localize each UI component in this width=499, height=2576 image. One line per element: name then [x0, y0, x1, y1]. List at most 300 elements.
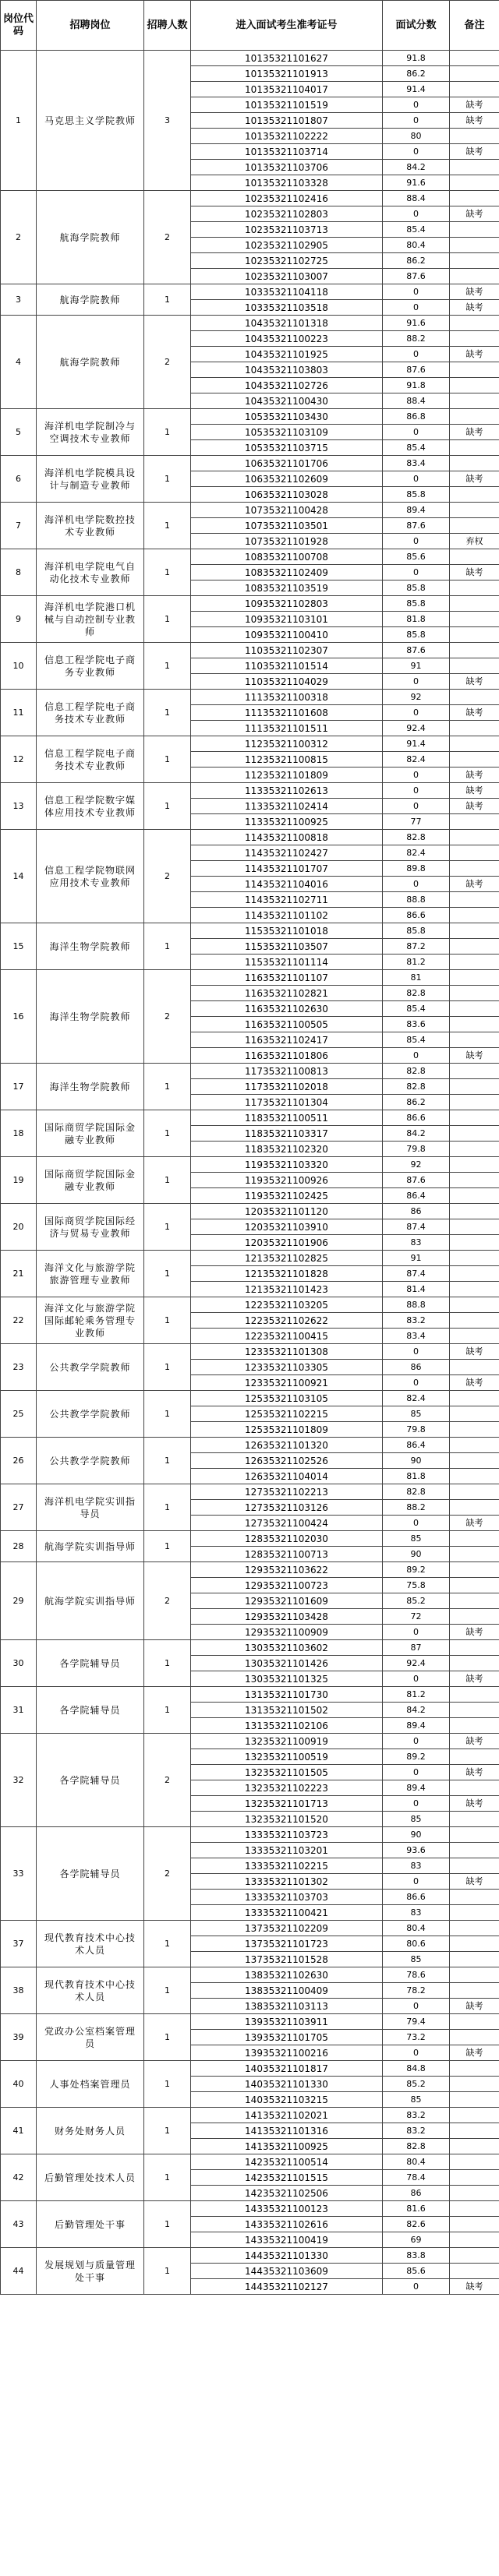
position-code: 39: [1, 2014, 37, 2061]
exam-number: 10135321103706: [191, 160, 383, 175]
exam-number: 10235321102905: [191, 238, 383, 253]
position-code: 6: [1, 456, 37, 503]
exam-number: 10135321101519: [191, 97, 383, 113]
remark: [450, 1406, 499, 1422]
remark: [450, 549, 499, 565]
interview-score: 73.2: [383, 2030, 450, 2045]
interview-score: 82.8: [383, 1484, 450, 1500]
table-row: [1, 456, 499, 471]
position-code: 30: [1, 1640, 37, 1687]
exam-number: 12035321101906: [191, 1235, 383, 1251]
interview-score: 85.6: [383, 549, 450, 565]
exam-number: 11635321102630: [191, 1001, 383, 1017]
interview-score: 0: [383, 705, 450, 721]
exam-number: 11335321100925: [191, 814, 383, 830]
interview-score: 0: [383, 534, 450, 549]
interview-score: 84.2: [383, 160, 450, 175]
interview-score: 0: [383, 1765, 450, 1780]
exam-number: 10435321100223: [191, 331, 383, 347]
remark: [450, 596, 499, 612]
exam-number: 11835321102320: [191, 1142, 383, 1157]
remark: 缺考: [450, 206, 499, 222]
interview-score: 80.4: [383, 2154, 450, 2170]
interview-score: 88.2: [383, 1500, 450, 1516]
remark: [450, 82, 499, 97]
remark: [450, 1453, 499, 1469]
position-name: 现代教育技术中心技术人员: [37, 1967, 144, 2014]
remark: [450, 923, 499, 939]
hiring-count: 1: [144, 1297, 191, 1344]
hiring-count: 2: [144, 1562, 191, 1640]
exam-number: 13135321102106: [191, 1718, 383, 1734]
hiring-count: 3: [144, 51, 191, 191]
interview-score: 85.4: [383, 222, 450, 238]
hiring-count: 1: [144, 596, 191, 643]
remark: [450, 1235, 499, 1251]
remark: [450, 1126, 499, 1142]
remark: 缺考: [450, 113, 499, 129]
exam-number: 11835321103317: [191, 1126, 383, 1142]
remark: [450, 66, 499, 82]
exam-number: 14135321101316: [191, 2123, 383, 2139]
interview-score: 89.4: [383, 503, 450, 518]
remark: 缺考: [450, 300, 499, 316]
exam-number: 13735321101528: [191, 1952, 383, 1967]
hiring-count: 2: [144, 1734, 191, 1827]
interview-score: 86.6: [383, 908, 450, 923]
exam-number: 10135321101627: [191, 51, 383, 66]
table-row: [1, 2154, 499, 2170]
position-name: 海洋文化与旅游学院旅游管理专业教师: [37, 1251, 144, 1297]
table-row: [1, 1344, 499, 1360]
table-row: [1, 1921, 499, 1936]
remark: [450, 955, 499, 970]
position-code: 42: [1, 2154, 37, 2201]
interview-score: 81.2: [383, 1687, 450, 1703]
interview-score: 85.6: [383, 2264, 450, 2279]
interview-score: 86.6: [383, 1890, 450, 1905]
remark: 缺考: [450, 347, 499, 362]
position-code: 33: [1, 1827, 37, 1921]
position-code: 26: [1, 1438, 37, 1484]
interview-score: 87.6: [383, 362, 450, 378]
interview-score: 87.2: [383, 939, 450, 955]
exam-number: 11435321100818: [191, 830, 383, 845]
exam-number: 12935321103428: [191, 1609, 383, 1625]
exam-number: 11935321100926: [191, 1173, 383, 1188]
exam-number: 11935321102425: [191, 1188, 383, 1204]
interview-score: 91.8: [383, 51, 450, 66]
exam-number: 13335321101302: [191, 1874, 383, 1890]
position-code: 20: [1, 1204, 37, 1251]
remark: [450, 1001, 499, 1017]
remark: [450, 830, 499, 845]
position-name: 各学院辅导员: [37, 1734, 144, 1827]
remark: [450, 1329, 499, 1344]
position-name: 现代教育技术中心技术人员: [37, 1921, 144, 1967]
remark: [450, 1313, 499, 1329]
remark: 缺考: [450, 284, 499, 300]
exam-number: 14435321101330: [191, 2248, 383, 2264]
interview-score: 84.2: [383, 1126, 450, 1142]
interview-score: 87.4: [383, 1266, 450, 1282]
hiring-count: 1: [144, 2154, 191, 2201]
exam-number: 12235321103205: [191, 1297, 383, 1313]
remark: [450, 2232, 499, 2248]
remark: [450, 1266, 499, 1282]
position-code: 43: [1, 2201, 37, 2248]
interview-score: 0: [383, 206, 450, 222]
remark: [450, 736, 499, 752]
interview-score: 83.4: [383, 1329, 450, 1344]
interview-score: 85: [383, 1406, 450, 1422]
interview-score: 85.8: [383, 487, 450, 503]
position-name: 航海学院实训指导师: [37, 1531, 144, 1562]
exam-number: 11435321104016: [191, 877, 383, 892]
table-row: [1, 2061, 499, 2077]
hiring-count: 1: [144, 456, 191, 503]
interview-score: 80.6: [383, 1936, 450, 1952]
position-code: 4: [1, 316, 37, 409]
remark: [450, 721, 499, 736]
interview-score: 0: [383, 1516, 450, 1531]
interview-score: 0: [383, 471, 450, 487]
interview-score: 89.2: [383, 1749, 450, 1765]
interview-score: 89.2: [383, 1562, 450, 1578]
remark: [450, 269, 499, 284]
position-name: 海洋机电学院数控技术专业教师: [37, 503, 144, 549]
interview-score: 81.6: [383, 2201, 450, 2217]
remark: [450, 2108, 499, 2123]
exam-number: 14135321102021: [191, 2108, 383, 2123]
exam-number: 10435321100430: [191, 393, 383, 409]
table-row: [1, 596, 499, 612]
exam-number: 10935321102803: [191, 596, 383, 612]
interview-score: 85.4: [383, 1032, 450, 1048]
interview-score: 86.2: [383, 253, 450, 269]
exam-number: 12835321100713: [191, 1547, 383, 1562]
interview-score: 92.4: [383, 1656, 450, 1671]
position-code: 5: [1, 409, 37, 456]
exam-number: 11035321104029: [191, 674, 383, 690]
interview-score: 85.8: [383, 923, 450, 939]
exam-number: 10135321103328: [191, 175, 383, 191]
exam-number: 12535321103105: [191, 1391, 383, 1406]
interview-score: 81.8: [383, 1469, 450, 1484]
header-exam-number: 进入面试考生准考证号: [191, 1, 383, 51]
remark: [450, 1562, 499, 1578]
position-name: 公共教学学院教师: [37, 1391, 144, 1438]
remark: [450, 1531, 499, 1547]
remark: [450, 503, 499, 518]
position-code: 27: [1, 1484, 37, 1531]
exam-number: 14035321103215: [191, 2092, 383, 2108]
remark: [450, 487, 499, 503]
remark: 缺考: [450, 565, 499, 580]
remark: [450, 1967, 499, 1983]
hiring-count: 1: [144, 1531, 191, 1562]
exam-number: 11435321102711: [191, 892, 383, 908]
exam-number: 14335321100419: [191, 2232, 383, 2248]
interview-score: 85.4: [383, 1001, 450, 1017]
interview-score: 88.2: [383, 331, 450, 347]
remark: [450, 1858, 499, 1874]
exam-number: 13235321101713: [191, 1796, 383, 1812]
remark: [450, 175, 499, 191]
exam-number: 11435321102427: [191, 845, 383, 861]
position-code: 23: [1, 1344, 37, 1391]
table-row: [1, 970, 499, 986]
interview-score: 82.6: [383, 2217, 450, 2232]
exam-number: 13235321102223: [191, 1780, 383, 1796]
hiring-count: 1: [144, 1438, 191, 1484]
remark: [450, 160, 499, 175]
hiring-count: 1: [144, 1204, 191, 1251]
interview-score: 90: [383, 1827, 450, 1843]
exam-number: 10235321102725: [191, 253, 383, 269]
remark: 缺考: [450, 1734, 499, 1749]
remark: [450, 1983, 499, 1999]
table-row: [1, 2201, 499, 2217]
exam-number: 11335321102613: [191, 783, 383, 799]
exam-number: 11235321100312: [191, 736, 383, 752]
exam-number: 11535321101018: [191, 923, 383, 939]
exam-number: 10835321102409: [191, 565, 383, 580]
position-code: 40: [1, 2061, 37, 2108]
interview-score: 85.2: [383, 2077, 450, 2092]
hiring-count: 1: [144, 1921, 191, 1967]
position-code: 7: [1, 503, 37, 549]
exam-number: 10135321104017: [191, 82, 383, 97]
remark: [450, 1484, 499, 1500]
interview-score: 81.2: [383, 955, 450, 970]
header-row: [1, 1, 499, 51]
table-row: [1, 191, 499, 206]
interview-score: 86: [383, 2186, 450, 2201]
exam-number: 13235321101505: [191, 1765, 383, 1780]
exam-number: 13135321101502: [191, 1703, 383, 1718]
exam-number: 11135321101608: [191, 705, 383, 721]
hiring-count: 1: [144, 1687, 191, 1734]
interview-score: 0: [383, 1344, 450, 1360]
interview-score: 85.8: [383, 627, 450, 643]
remark: [450, 752, 499, 768]
interview-score: 88.4: [383, 191, 450, 206]
table-row: [1, 1531, 499, 1547]
exam-number: 11235321101809: [191, 768, 383, 783]
remark: [450, 2248, 499, 2264]
table-row: [1, 1251, 499, 1266]
position-name: 国际商贸学院国际金融专业教师: [37, 1157, 144, 1204]
interview-score: 86.2: [383, 1095, 450, 1110]
interview-score: 80.4: [383, 1921, 450, 1936]
exam-number: 12635321104014: [191, 1469, 383, 1484]
exam-number: 13035321103602: [191, 1640, 383, 1656]
position-name: 人事处档案管理员: [37, 2061, 144, 2108]
interview-score: 0: [383, 300, 450, 316]
exam-number: 10435321102726: [191, 378, 383, 393]
position-name: 各学院辅导员: [37, 1827, 144, 1921]
interview-score: 88.4: [383, 393, 450, 409]
remark: [450, 1079, 499, 1095]
interview-score: 85: [383, 1952, 450, 1967]
exam-number: 10735321103501: [191, 518, 383, 534]
exam-number: 12635321101320: [191, 1438, 383, 1453]
remark: [450, 1110, 499, 1126]
remark: [450, 643, 499, 658]
position-name: 信息工程学院物联网应用技术专业教师: [37, 830, 144, 923]
interview-score: 83: [383, 1235, 450, 1251]
remark: [450, 331, 499, 347]
position-code: 2: [1, 191, 37, 284]
interview-score: 86.4: [383, 1438, 450, 1453]
remark: [450, 1173, 499, 1188]
exam-number: 12935321101609: [191, 1593, 383, 1609]
hiring-count: 1: [144, 1391, 191, 1438]
exam-number: 13335321103723: [191, 1827, 383, 1843]
position-name: 发展规划与质量管理处干事: [37, 2248, 144, 2295]
remark: 缺考: [450, 1796, 499, 1812]
remark: [450, 939, 499, 955]
interview-score: 83: [383, 1905, 450, 1921]
position-code: 18: [1, 1110, 37, 1157]
remark: [450, 1843, 499, 1858]
exam-number: 12235321102622: [191, 1313, 383, 1329]
exam-number: 12735321100424: [191, 1516, 383, 1531]
position-name: 各学院辅导员: [37, 1687, 144, 1734]
position-name: 财务处财务人员: [37, 2108, 144, 2154]
exam-number: 13735321102209: [191, 1921, 383, 1936]
remark: 缺考: [450, 2279, 499, 2295]
position-name: 航海学院实训指导师: [37, 1562, 144, 1640]
remark: [450, 2077, 499, 2092]
remark: 缺考: [450, 768, 499, 783]
exam-number: 11635321100505: [191, 1017, 383, 1032]
position-name: 航海学院教师: [37, 316, 144, 409]
position-code: 8: [1, 549, 37, 596]
remark: [450, 2201, 499, 2217]
exam-number: 12635321102526: [191, 1453, 383, 1469]
header-note: 备注: [450, 1, 499, 51]
exam-number: 13335321102215: [191, 1858, 383, 1874]
interview-score: 82.4: [383, 752, 450, 768]
hiring-count: 1: [144, 736, 191, 783]
exam-number: 10135321102222: [191, 129, 383, 144]
interview-score: 86: [383, 1204, 450, 1219]
remark: [450, 612, 499, 627]
hiring-count: 1: [144, 690, 191, 736]
hiring-count: 1: [144, 503, 191, 549]
exam-number: 11235321100815: [191, 752, 383, 768]
exam-number: 10235321103713: [191, 222, 383, 238]
position-code: 1: [1, 51, 37, 191]
position-name: 国际商贸学院国际经济与贸易专业教师: [37, 1204, 144, 1251]
position-name: 海洋机电学院港口机械与自动控制专业教师: [37, 596, 144, 643]
interview-score: 0: [383, 783, 450, 799]
remark: [450, 1640, 499, 1656]
remark: [450, 2170, 499, 2186]
position-code: 32: [1, 1734, 37, 1827]
hiring-count: 1: [144, 2014, 191, 2061]
interview-score: 79.8: [383, 1422, 450, 1438]
interview-score: 93.6: [383, 1843, 450, 1858]
remark: [450, 1687, 499, 1703]
interview-score: 82.8: [383, 2139, 450, 2154]
exam-number: 13135321101730: [191, 1687, 383, 1703]
exam-number: 10435321101318: [191, 316, 383, 331]
interview-score: 80: [383, 129, 450, 144]
position-code: 41: [1, 2108, 37, 2154]
remark: [450, 1251, 499, 1266]
interview-score: 83: [383, 1858, 450, 1874]
interview-score: 82.8: [383, 1079, 450, 1095]
interview-score: 87.4: [383, 1219, 450, 1235]
remark: [450, 1656, 499, 1671]
exam-number: 11935321103320: [191, 1157, 383, 1173]
exam-number: 13035321101426: [191, 1656, 383, 1671]
remark: 缺考: [450, 783, 499, 799]
hiring-count: 1: [144, 923, 191, 970]
exam-number: 11735321100813: [191, 1064, 383, 1079]
position-code: 10: [1, 643, 37, 690]
interview-score: 88.8: [383, 892, 450, 908]
position-name: 马克思主义学院教师: [37, 51, 144, 191]
interview-score: 83.8: [383, 2248, 450, 2264]
position-code: 37: [1, 1921, 37, 1967]
remark: [450, 456, 499, 471]
remark: [450, 2014, 499, 2030]
interview-score: 81: [383, 970, 450, 986]
position-name: 海洋机电学院电气自动化技术专业教师: [37, 549, 144, 596]
exam-number: 11135321101511: [191, 721, 383, 736]
position-code: 16: [1, 970, 37, 1064]
exam-number: 12035321103910: [191, 1219, 383, 1235]
remark: [450, 1064, 499, 1079]
table-row: [1, 1064, 499, 1079]
exam-number: 10935321103101: [191, 612, 383, 627]
hiring-count: 1: [144, 1251, 191, 1297]
remark: [450, 908, 499, 923]
interview-score: 0: [383, 1671, 450, 1687]
interview-score: 82.8: [383, 1064, 450, 1079]
remark: [450, 970, 499, 986]
interview-score: 78.2: [383, 1983, 450, 1999]
exam-number: 12535321101809: [191, 1422, 383, 1438]
interview-score: 0: [383, 799, 450, 814]
remark: [450, 362, 499, 378]
exam-number: 12335321100921: [191, 1375, 383, 1391]
exam-number: 10335321104118: [191, 284, 383, 300]
exam-number: 12135321101828: [191, 1266, 383, 1282]
remark: [450, 627, 499, 643]
table-row: [1, 316, 499, 331]
hiring-count: 1: [144, 284, 191, 316]
position-name: 信息工程学院电子商务技术专业教师: [37, 690, 144, 736]
interview-score: 0: [383, 1999, 450, 2014]
position-code: 21: [1, 1251, 37, 1297]
remark: [450, 378, 499, 393]
interview-score: 82.4: [383, 845, 450, 861]
interview-score: 87.6: [383, 643, 450, 658]
position-code: 14: [1, 830, 37, 923]
position-code: 29: [1, 1562, 37, 1640]
interview-score: 92: [383, 690, 450, 705]
table-row: [1, 1297, 499, 1313]
remark: [450, 986, 499, 1001]
remark: [450, 814, 499, 830]
remark: [450, 1936, 499, 1952]
exam-number: 12835321102030: [191, 1531, 383, 1547]
